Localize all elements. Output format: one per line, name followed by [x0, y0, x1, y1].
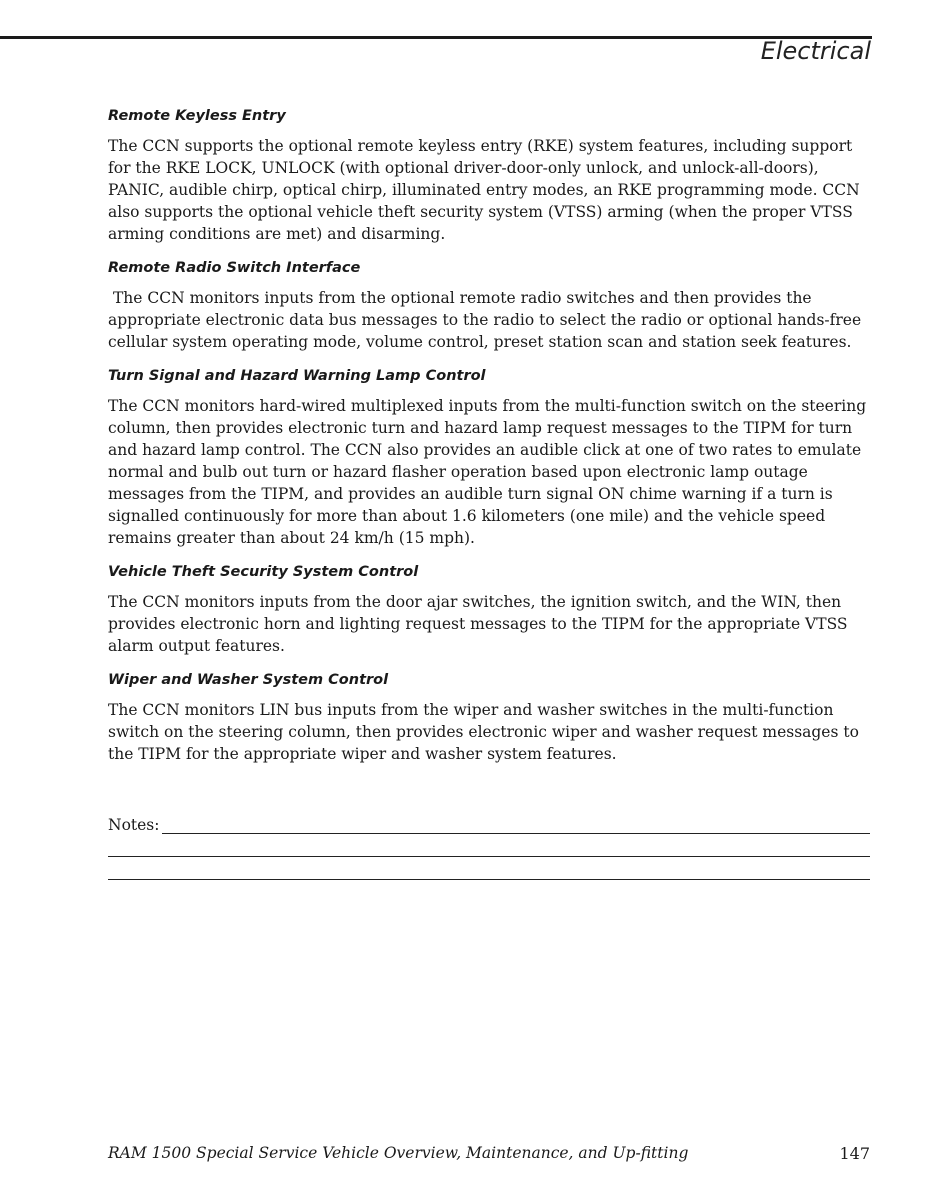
section-heading: Remote Keyless Entry	[108, 108, 286, 124]
section-wiper-washer	[108, 670, 873, 765]
section-heading: Remote Radio Switch Interface	[108, 260, 361, 276]
section-remote-radio-switch	[108, 258, 873, 353]
section-turn-signal-hazard	[108, 366, 873, 549]
section-remote-keyless-entry	[108, 106, 873, 245]
section-heading: Vehicle Theft Security System Control	[108, 564, 419, 580]
section-heading: Turn Signal and Hazard Warning Lamp Control	[108, 368, 486, 384]
notes-write-line[interactable]	[162, 817, 870, 834]
section-body: The CCN monitors hard-wired multiplexed inputs from the multi-function switch on the steering column, then provides electronic turn and hazard lamp request messages to the TIPM for turn and hazard lamp control. The CCN also provides an audible click at one of two rates to emulate normal and bulb out turn or hazard flasher operation based upon electronic lamp outage messages from the TIPM, and provides an audible turn signal ON chime warning if a turn is signalled continuously for more than about 1.6 kilometers (one mile) and the vehicle speed remains greater than about 24 km/h (15 mph).	[108, 397, 867, 547]
section-body: The CCN monitors inputs from the door ajar switches, the ignition switch, and the WIN, then provides electronic horn and lighting request messages to the TIPM for the appropriate VTSS alarm output features.	[108, 593, 848, 655]
section-vehicle-theft-security	[108, 562, 873, 657]
footer-document-title: RAM 1500 Special Service Vehicle Overview, Maintenance, and Up-fitting	[108, 1144, 689, 1162]
section-title: Electrical	[760, 37, 871, 65]
notes-label: Notes:	[108, 816, 160, 834]
notes-write-line[interactable]	[108, 857, 870, 880]
notes-write-line[interactable]	[108, 834, 870, 857]
section-body: The CCN supports the optional remote keyless entry (RKE) system features, including support for the RKE LOCK, UNLOCK (with optional driver-door-only unlock, and unlock-all-doors), PANIC, audible chirp, optical chirp, illuminated entry modes, an RKE programming mode. CCN also supports the optional vehicle theft security system (VTSS) arming (when the proper VTSS arming conditions are met) and disarming.	[108, 137, 860, 243]
page-number: 147	[839, 1144, 870, 1163]
section-heading: Wiper and Washer System Control	[108, 672, 389, 688]
header-rule	[0, 36, 872, 39]
notes-first-row	[108, 812, 870, 834]
section-body: The CCN monitors LIN bus inputs from the wiper and washer switches in the multi-function switch on the steering column, then provides electronic wiper and washer request messages to the TIPM for the appropriate wiper and washer system features.	[108, 701, 859, 763]
section-body: The CCN monitors inputs from the optional remote radio switches and then provides the appropriate electronic data bus messages to the radio to select the radio or optional hands-free cellular system operating mode, volume control, preset station scan and station seek features.	[108, 289, 867, 351]
page-content	[108, 106, 873, 778]
notes-area	[108, 812, 870, 880]
